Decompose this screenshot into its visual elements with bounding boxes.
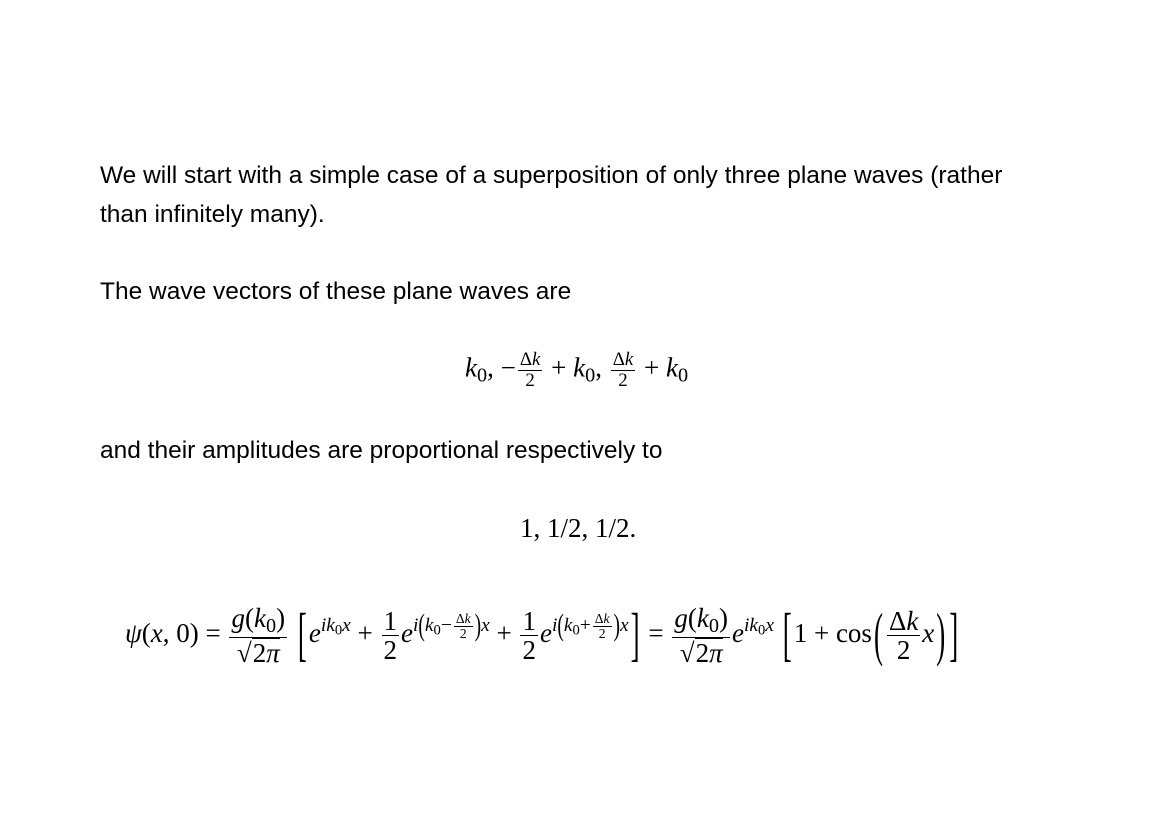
wavefunction-equation: ψ(x, 0) = $\frac{g(k_0)}{√2\pi}$ [$e^{ik_0x}$ + $\frac{1}{2}$ $e^{i(k_0- \frac{\Delta k}{2} )x}$ + $\frac{1}{2}$ $e^{i(k_0+ \frac{\Delta k}{2} )x}$] = $\frac{g(k_0)}{√2\pi}$ $e^{ik_0x}$ [1 + cos( $\frac{\Delta k}{2}$ x) ]: [125, 601, 959, 669]
intro-line-2: than infinitely many).: [100, 201, 325, 228]
wave-vectors-equation: $k_0$, − $\frac{\Delta k}{2}$ + $k_0$, $\frac{\Delta k}{2}$ + $k_0$: [465, 349, 689, 391]
amplitudes-equation: 1, 1/2, 1/2.: [520, 513, 637, 543]
wave-vectors-text: The wave vectors of these plane waves are: [100, 278, 572, 305]
intro-line-1: We will start with a simple case of a superposition of only three plane waves (rather: [100, 162, 1003, 189]
amplitudes-text: and their amplitudes are proportional respectively to: [100, 437, 663, 464]
